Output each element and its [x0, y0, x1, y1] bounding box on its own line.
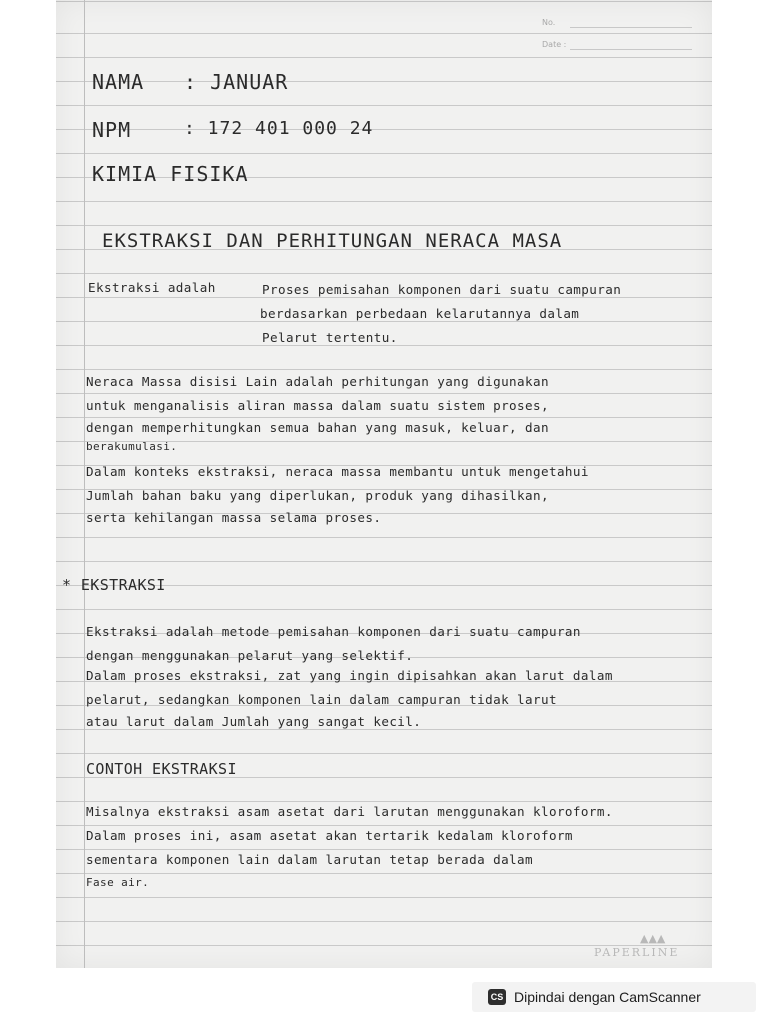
npm-value: : 172 401 000 24	[184, 118, 374, 139]
date-label: Date :	[542, 40, 567, 49]
margin-line	[84, 0, 85, 968]
definition-line: berdasarkan perbedaan kelarutannya dalam	[260, 306, 580, 321]
no-label: No.	[542, 18, 556, 27]
paragraph-line: Dalam konteks ekstraksi, neraca massa membantu untuk mengetahui	[86, 464, 589, 479]
camscanner-watermark	[472, 982, 756, 1012]
nama-label: NAMA	[92, 70, 145, 94]
section-line: atau larut dalam Jumlah yang sangat kecil.	[86, 714, 422, 729]
section-line: Misalnya ekstraksi asam asetat dari larutan menggunakan kloroform.	[86, 804, 613, 819]
paragraph-line: untuk menganalisis aliran massa dalam suatu sistem proses,	[86, 398, 549, 413]
brand-logo-icon: ▲▲▲	[640, 932, 666, 945]
paragraph-line: Jumlah bahan baku yang diperlukan, produk yang dihasilkan,	[86, 488, 549, 503]
section-line: Ekstraksi adalah metode pemisahan komponen dari suatu campuran	[86, 624, 581, 639]
section-line: Dalam proses ekstraksi, zat yang ingin dipisahkan akan larut dalam	[86, 668, 613, 683]
notebook-page	[56, 0, 712, 968]
section-line: Fase air.	[86, 876, 150, 889]
page-title: EKSTRAKSI DAN PERHITUNGAN NERACA MASA	[102, 230, 563, 252]
definition-line: Proses pemisahan komponen dari suatu campuran	[262, 282, 622, 297]
section-line: pelarut, sedangkan komponen lain dalam campuran tidak larut	[86, 692, 557, 707]
paragraph-line: serta kehilangan massa selama proses.	[86, 510, 382, 525]
paragraph-line: dengan memperhitungkan semua bahan yang masuk, keluar, dan	[86, 420, 549, 435]
paragraph-line: Neraca Massa disisi Lain adalah perhitungan yang digunakan	[86, 374, 549, 389]
nama-value: : JANUAR	[184, 70, 289, 94]
section-heading-ekstraksi: * EKSTRAKSI	[62, 576, 166, 594]
header-fields	[542, 18, 692, 62]
definition-term: Ekstraksi adalah	[88, 280, 216, 295]
section-heading-contoh: CONTOH EKSTRAKSI	[86, 760, 237, 778]
npm-label: NPM	[92, 118, 132, 142]
section-line: sementara komponen lain dalam larutan tetap berada dalam	[86, 852, 533, 867]
camscanner-text: Dipindai dengan CamScanner	[514, 989, 701, 1005]
section-line: dengan menggunakan pelarut yang selektif.	[86, 648, 414, 663]
subject: KIMIA FISIKA	[92, 162, 249, 186]
brand-name: PAPERLINE	[594, 946, 680, 959]
section-line: Dalam proses ini, asam asetat akan tertarik kedalam kloroform	[86, 828, 573, 843]
camscanner-icon: CS	[488, 989, 506, 1005]
definition-line: Pelarut tertentu.	[262, 330, 398, 345]
paragraph-line: berakumulasi.	[86, 440, 178, 453]
